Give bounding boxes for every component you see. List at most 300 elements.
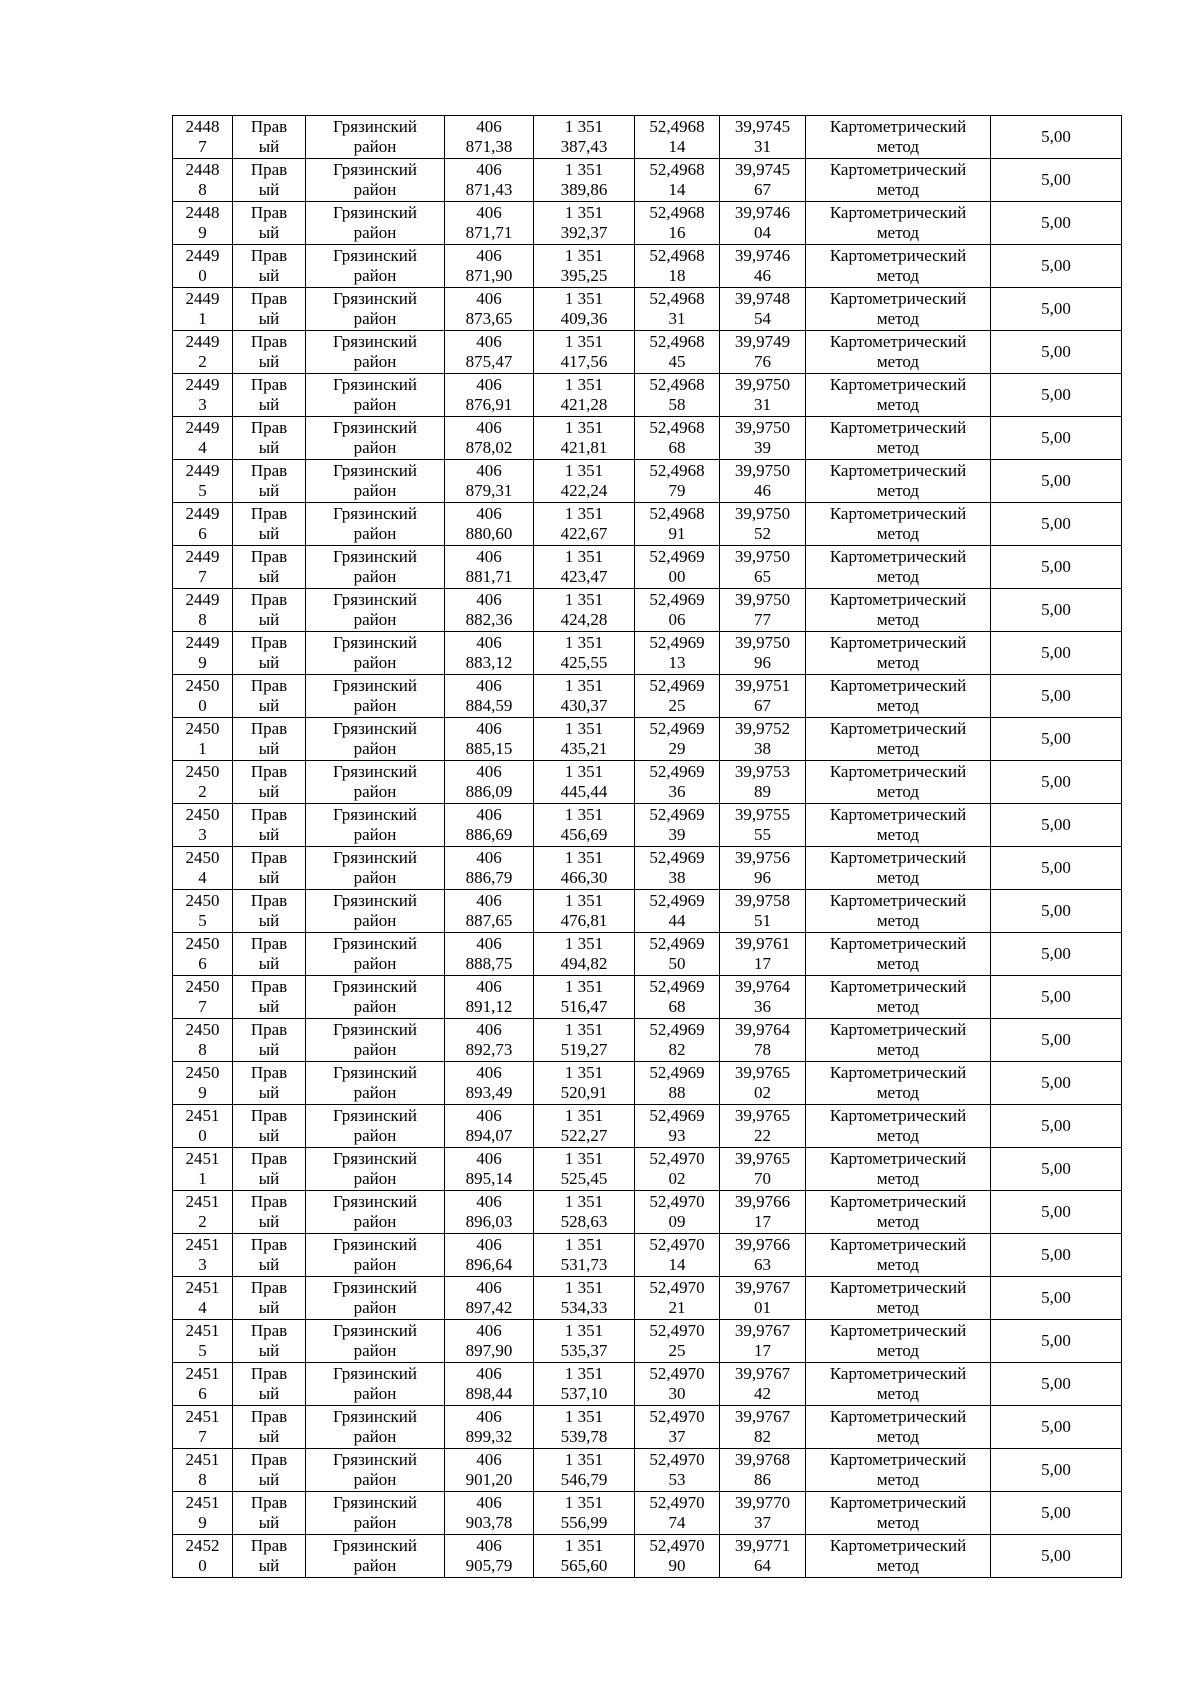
method-cell-line: метод — [876, 997, 920, 1016]
latitude-cell-line: 52,4970 — [649, 1363, 705, 1383]
latitude-cell — [635, 1105, 720, 1148]
district-cell-line: район — [353, 223, 397, 242]
bank-side-cell — [233, 460, 306, 503]
district-cell-line: район — [353, 610, 397, 629]
district-cell-line: Грязинский — [333, 159, 417, 179]
bank-side-cell — [233, 1320, 306, 1363]
district-cell-line: Грязинский — [333, 503, 417, 523]
table-row — [173, 632, 1122, 675]
district-cell — [306, 761, 445, 804]
point-number-cell-line: 2450 — [185, 976, 220, 996]
accuracy-cell: 5,00 — [991, 1191, 1122, 1234]
method-cell — [806, 245, 991, 288]
longitude-cell — [720, 933, 806, 976]
accuracy-cell: 5,00 — [991, 1019, 1122, 1062]
district-cell-line: район — [353, 352, 397, 371]
bank-side-cell-line: ый — [258, 911, 280, 930]
coord-x-cell-line: 406 — [476, 1191, 502, 1211]
district-cell — [306, 546, 445, 589]
district-cell-line: Грязинский — [333, 890, 417, 910]
district-cell-line: район — [353, 1126, 397, 1145]
district-cell — [306, 718, 445, 761]
method-cell — [806, 890, 991, 933]
coord-x-cell-line: 886,09 — [465, 782, 513, 801]
coord-y-cell-line: 476,81 — [560, 911, 608, 930]
coord-y-cell-line: 520,91 — [560, 1083, 608, 1102]
method-cell — [806, 761, 991, 804]
coord-x-cell — [445, 546, 534, 589]
method-cell-line: метод — [876, 1126, 920, 1145]
latitude-cell-line: 52,4969 — [649, 589, 705, 609]
coord-x-cell-line: 406 — [476, 890, 502, 910]
coord-y-cell-line: 1 351 — [564, 417, 604, 437]
coord-x-cell — [445, 1277, 534, 1320]
latitude-cell-line: 25 — [668, 1341, 686, 1360]
longitude-cell — [720, 1019, 806, 1062]
coord-x-cell-line: 406 — [476, 1449, 502, 1469]
point-number-cell — [173, 1062, 233, 1105]
longitude-cell-line: 51 — [754, 911, 771, 930]
point-number-cell-line: 2 — [198, 1212, 207, 1231]
point-number-cell-line: 0 — [198, 1126, 207, 1145]
coord-y-cell-line: 1 351 — [564, 1363, 604, 1383]
district-cell — [306, 1019, 445, 1062]
point-number-cell-line: 3 — [198, 395, 207, 414]
point-number-cell-line: 2448 — [185, 202, 220, 222]
point-number-cell-line: 8 — [198, 180, 207, 199]
coord-x-cell-line: 406 — [476, 417, 502, 437]
longitude-cell — [720, 460, 806, 503]
latitude-cell-line: 52,4968 — [649, 374, 705, 394]
coord-y-cell-line: 1 351 — [564, 1320, 604, 1340]
bank-side-cell-line: ый — [258, 1083, 280, 1102]
coord-x-cell — [445, 976, 534, 1019]
point-number-cell — [173, 632, 233, 675]
point-number-cell — [173, 288, 233, 331]
district-cell-line: Грязинский — [333, 933, 417, 953]
district-cell — [306, 1535, 445, 1578]
bank-side-cell-line: Прав — [250, 1406, 288, 1426]
accuracy-cell: 5,00 — [991, 460, 1122, 503]
method-cell — [806, 288, 991, 331]
district-cell-line: район — [353, 438, 397, 457]
bank-side-cell-line: ый — [258, 954, 280, 973]
method-cell-line: Картометрический — [829, 202, 967, 222]
coord-x-cell-line: 406 — [476, 288, 502, 308]
bank-side-cell — [233, 933, 306, 976]
district-cell-line: Грязинский — [333, 417, 417, 437]
bank-side-cell-line: ый — [258, 1470, 280, 1489]
point-number-cell-line: 2449 — [185, 589, 220, 609]
latitude-cell — [635, 589, 720, 632]
table-row — [173, 202, 1122, 245]
method-cell-line: метод — [876, 223, 920, 242]
point-number-cell-line: 8 — [198, 610, 207, 629]
method-cell-line: Картометрический — [829, 1363, 967, 1383]
coord-y-cell-line: 422,67 — [560, 524, 608, 543]
accuracy-cell: 5,00 — [991, 1320, 1122, 1363]
longitude-cell-line: 67 — [754, 696, 771, 715]
longitude-cell — [720, 1363, 806, 1406]
district-cell — [306, 1363, 445, 1406]
longitude-cell — [720, 288, 806, 331]
point-number-cell — [173, 159, 233, 202]
coord-x-cell-line: 886,79 — [465, 868, 513, 887]
latitude-cell-line: 52,4969 — [649, 804, 705, 824]
method-cell-line: метод — [876, 782, 920, 801]
coord-y-cell-line: 409,36 — [560, 309, 608, 328]
table-row — [173, 1191, 1122, 1234]
longitude-cell-line: 39,9766 — [734, 1234, 791, 1254]
longitude-cell — [720, 675, 806, 718]
accuracy-cell: 5,00 — [991, 933, 1122, 976]
latitude-cell-line: 52,4970 — [649, 1191, 705, 1211]
longitude-cell — [720, 1234, 806, 1277]
longitude-cell-line: 78 — [754, 1040, 771, 1059]
point-number-cell-line: 2452 — [185, 1535, 220, 1555]
coord-y-cell-line: 531,73 — [560, 1255, 608, 1274]
district-cell-line: район — [353, 1384, 397, 1403]
method-cell-line: Картометрический — [829, 503, 967, 523]
latitude-cell-line: 52,4969 — [649, 933, 705, 953]
longitude-cell-line: 39,9764 — [734, 1019, 791, 1039]
bank-side-cell — [233, 976, 306, 1019]
longitude-cell-line: 42 — [754, 1384, 771, 1403]
bank-side-cell-line: ый — [258, 438, 280, 457]
latitude-cell — [635, 116, 720, 159]
method-cell — [806, 1277, 991, 1320]
table-row — [173, 718, 1122, 761]
method-cell-line: Картометрический — [829, 1148, 967, 1168]
accuracy-cell: 5,00 — [991, 1535, 1122, 1578]
coord-y-cell-line: 537,10 — [560, 1384, 608, 1403]
bank-side-cell — [233, 1234, 306, 1277]
table-row — [173, 589, 1122, 632]
bank-side-cell — [233, 890, 306, 933]
table-row — [173, 1406, 1122, 1449]
latitude-cell — [635, 1363, 720, 1406]
longitude-cell — [720, 1148, 806, 1191]
bank-side-cell-line: ый — [258, 137, 280, 156]
accuracy-cell: 5,00 — [991, 675, 1122, 718]
longitude-cell-line: 39,9765 — [734, 1105, 791, 1125]
longitude-cell-line: 39,9758 — [734, 890, 791, 910]
district-cell — [306, 632, 445, 675]
latitude-cell-line: 52,4968 — [649, 417, 705, 437]
method-cell-line: метод — [876, 696, 920, 715]
coord-x-cell-line: 406 — [476, 976, 502, 996]
district-cell-line: Грязинский — [333, 1062, 417, 1082]
coord-x-cell — [445, 1105, 534, 1148]
method-cell-line: метод — [876, 266, 920, 285]
coord-x-cell-line: 406 — [476, 1363, 502, 1383]
method-cell — [806, 374, 991, 417]
coord-x-cell-line: 871,71 — [465, 223, 513, 242]
latitude-cell-line: 44 — [668, 911, 686, 930]
point-number-cell-line: 2451 — [185, 1449, 220, 1469]
coord-y-cell-line: 387,43 — [560, 137, 608, 156]
longitude-cell-line: 63 — [754, 1255, 771, 1274]
coord-y-cell-line: 1 351 — [564, 1449, 604, 1469]
latitude-cell-line: 18 — [668, 266, 686, 285]
coord-y-cell-line: 494,82 — [560, 954, 608, 973]
point-number-cell-line: 2 — [198, 782, 207, 801]
latitude-cell-line: 52,4970 — [649, 1277, 705, 1297]
method-cell-line: метод — [876, 481, 920, 500]
bank-side-cell-line: Прав — [250, 1363, 288, 1383]
point-number-cell-line: 1 — [198, 739, 207, 758]
latitude-cell — [635, 761, 720, 804]
point-number-cell — [173, 1148, 233, 1191]
bank-side-cell-line: Прав — [250, 1492, 288, 1512]
longitude-cell-line: 39,9767 — [734, 1363, 791, 1383]
point-number-cell — [173, 546, 233, 589]
latitude-cell — [635, 503, 720, 546]
method-cell-line: метод — [876, 1556, 920, 1575]
coord-x-cell — [445, 1062, 534, 1105]
district-cell-line: район — [353, 266, 397, 285]
method-cell — [806, 503, 991, 546]
coord-x-cell — [445, 331, 534, 374]
point-number-cell-line: 3 — [198, 825, 207, 844]
method-cell-line: метод — [876, 567, 920, 586]
point-number-cell-line: 5 — [198, 481, 207, 500]
coord-y-cell-line: 525,45 — [560, 1169, 608, 1188]
coord-x-cell-line: 885,15 — [465, 739, 513, 758]
coord-y-cell — [534, 847, 635, 890]
coord-y-cell-line: 519,27 — [560, 1040, 608, 1059]
district-cell-line: район — [353, 1212, 397, 1231]
method-cell-line: метод — [876, 1212, 920, 1231]
point-number-cell-line: 2451 — [185, 1320, 220, 1340]
point-number-cell — [173, 1492, 233, 1535]
method-cell-line: Картометрический — [829, 1105, 967, 1125]
coord-y-cell-line: 1 351 — [564, 1406, 604, 1426]
coord-x-cell — [445, 1191, 534, 1234]
coord-x-cell-line: 887,65 — [465, 911, 513, 930]
district-cell — [306, 202, 445, 245]
district-cell — [306, 804, 445, 847]
bank-side-cell — [233, 245, 306, 288]
coord-x-cell-line: 406 — [476, 1019, 502, 1039]
district-cell-line: район — [353, 825, 397, 844]
coord-y-cell — [534, 202, 635, 245]
point-number-cell — [173, 1277, 233, 1320]
coord-y-cell — [534, 546, 635, 589]
district-cell — [306, 1191, 445, 1234]
district-cell-line: Грязинский — [333, 1234, 417, 1254]
table-row — [173, 1277, 1122, 1320]
method-cell-line: Картометрический — [829, 331, 967, 351]
latitude-cell-line: 30 — [668, 1384, 686, 1403]
coord-y-cell — [534, 933, 635, 976]
coord-y-cell-line: 1 351 — [564, 245, 604, 265]
coord-y-cell-line: 1 351 — [564, 503, 604, 523]
point-number-cell-line: 7 — [198, 567, 207, 586]
table-row — [173, 331, 1122, 374]
longitude-cell-line: 54 — [754, 309, 771, 328]
bank-side-cell — [233, 288, 306, 331]
point-number-cell-line: 2450 — [185, 718, 220, 738]
coord-y-cell — [534, 503, 635, 546]
district-cell-line: район — [353, 567, 397, 586]
point-number-cell-line: 2450 — [185, 890, 220, 910]
method-cell-line: Картометрический — [829, 245, 967, 265]
point-number-cell-line: 2449 — [185, 417, 220, 437]
district-cell-line: Грязинский — [333, 1492, 417, 1512]
method-cell — [806, 331, 991, 374]
point-number-cell-line: 6 — [198, 524, 207, 543]
coord-y-cell — [534, 1105, 635, 1148]
point-number-cell-line: 2451 — [185, 1363, 220, 1383]
bank-side-cell-line: Прав — [250, 116, 288, 136]
coord-y-cell-line: 1 351 — [564, 546, 604, 566]
method-cell-line: Картометрический — [829, 761, 967, 781]
bank-side-cell — [233, 589, 306, 632]
district-cell-line: Грязинский — [333, 288, 417, 308]
latitude-cell — [635, 331, 720, 374]
point-number-cell-line: 6 — [198, 1384, 207, 1403]
district-cell-line: район — [353, 524, 397, 543]
point-number-cell — [173, 245, 233, 288]
longitude-cell-line: 55 — [754, 825, 771, 844]
coord-y-cell — [534, 1363, 635, 1406]
bank-side-cell — [233, 1062, 306, 1105]
coord-x-cell-line: 882,36 — [465, 610, 513, 629]
latitude-cell-line: 25 — [668, 696, 686, 715]
district-cell-line: Грязинский — [333, 202, 417, 222]
bank-side-cell-line: ый — [258, 868, 280, 887]
bank-side-cell — [233, 675, 306, 718]
point-number-cell-line: 2451 — [185, 1105, 220, 1125]
table-row — [173, 1148, 1122, 1191]
district-cell-line: район — [353, 481, 397, 500]
coord-x-cell — [445, 460, 534, 503]
district-cell-line: район — [353, 1255, 397, 1274]
coord-x-cell-line: 406 — [476, 632, 502, 652]
district-cell — [306, 1492, 445, 1535]
coord-x-cell — [445, 1449, 534, 1492]
coord-y-cell-line: 392,37 — [560, 223, 608, 242]
longitude-cell-line: 39 — [754, 438, 771, 457]
coord-x-cell-line: 884,59 — [465, 696, 513, 715]
coord-y-cell — [534, 1277, 635, 1320]
latitude-cell — [635, 675, 720, 718]
longitude-cell-line: 39,9768 — [734, 1449, 791, 1469]
method-cell-line: метод — [876, 1298, 920, 1317]
point-number-cell-line: 6 — [198, 954, 207, 973]
method-cell-line: Картометрический — [829, 1062, 967, 1082]
bank-side-cell — [233, 331, 306, 374]
latitude-cell-line: 52,4969 — [649, 761, 705, 781]
bank-side-cell-line: ый — [258, 997, 280, 1016]
table-row — [173, 159, 1122, 202]
latitude-cell-line: 52,4970 — [649, 1406, 705, 1426]
coord-x-cell-line: 406 — [476, 503, 502, 523]
district-cell-line: район — [353, 997, 397, 1016]
point-number-cell-line: 0 — [198, 266, 207, 285]
longitude-cell-line: 39,9752 — [734, 718, 791, 738]
bank-side-cell — [233, 847, 306, 890]
coord-y-cell-line: 421,28 — [560, 395, 608, 414]
latitude-cell — [635, 1277, 720, 1320]
district-cell-line: район — [353, 137, 397, 156]
coord-y-cell-line: 425,55 — [560, 653, 608, 672]
coord-x-cell-line: 905,79 — [465, 1556, 513, 1575]
point-number-cell-line: 7 — [198, 997, 207, 1016]
coord-y-cell-line: 1 351 — [564, 1062, 604, 1082]
latitude-cell — [635, 847, 720, 890]
coord-y-cell-line: 424,28 — [560, 610, 608, 629]
latitude-cell-line: 52,4970 — [649, 1492, 705, 1512]
coord-x-cell-line: 406 — [476, 1492, 502, 1512]
coord-x-cell — [445, 718, 534, 761]
coord-y-cell-line: 1 351 — [564, 847, 604, 867]
coord-x-cell-line: 886,69 — [465, 825, 513, 844]
latitude-cell-line: 31 — [668, 309, 686, 328]
longitude-cell — [720, 1320, 806, 1363]
bank-side-cell — [233, 116, 306, 159]
point-number-cell — [173, 331, 233, 374]
district-cell-line: район — [353, 1298, 397, 1317]
point-number-cell — [173, 761, 233, 804]
accuracy-cell: 5,00 — [991, 1277, 1122, 1320]
method-cell — [806, 632, 991, 675]
coord-x-cell-line: 406 — [476, 460, 502, 480]
method-cell-line: метод — [876, 825, 920, 844]
coord-x-cell — [445, 1406, 534, 1449]
method-cell — [806, 116, 991, 159]
longitude-cell-line: 38 — [754, 739, 771, 758]
bank-side-cell-line: Прав — [250, 1535, 288, 1555]
longitude-cell-line: 67 — [754, 180, 771, 199]
method-cell-line: Картометрический — [829, 1234, 967, 1254]
longitude-cell-line: 46 — [754, 266, 771, 285]
coord-y-cell — [534, 589, 635, 632]
coord-y-cell-line: 1 351 — [564, 116, 604, 136]
district-cell-line: Грязинский — [333, 1535, 417, 1555]
district-cell-line: район — [353, 696, 397, 715]
coord-x-cell-line: 880,60 — [465, 524, 513, 543]
method-cell-line: метод — [876, 524, 920, 543]
method-cell — [806, 1062, 991, 1105]
longitude-cell — [720, 1449, 806, 1492]
latitude-cell-line: 82 — [668, 1040, 686, 1059]
coord-y-cell-line: 535,37 — [560, 1341, 608, 1360]
latitude-cell — [635, 245, 720, 288]
bank-side-cell-line: ый — [258, 1427, 280, 1446]
point-number-cell-line: 2449 — [185, 331, 220, 351]
latitude-cell — [635, 202, 720, 245]
coord-x-cell — [445, 1148, 534, 1191]
point-number-cell — [173, 1320, 233, 1363]
coord-y-cell-line: 1 351 — [564, 890, 604, 910]
coord-x-cell-line: 406 — [476, 245, 502, 265]
district-cell-line: район — [353, 1169, 397, 1188]
longitude-cell-line: 70 — [754, 1169, 771, 1188]
table-body — [173, 116, 1122, 1578]
longitude-cell-line: 17 — [754, 954, 771, 973]
longitude-cell — [720, 116, 806, 159]
latitude-cell-line: 53 — [668, 1470, 686, 1489]
coord-y-cell-line: 1 351 — [564, 1148, 604, 1168]
district-cell-line: район — [353, 1513, 397, 1532]
latitude-cell-line: 38 — [668, 868, 686, 887]
district-cell-line: Грязинский — [333, 1019, 417, 1039]
district-cell-line: Грязинский — [333, 1320, 417, 1340]
longitude-cell-line: 36 — [754, 997, 771, 1016]
longitude-cell — [720, 546, 806, 589]
